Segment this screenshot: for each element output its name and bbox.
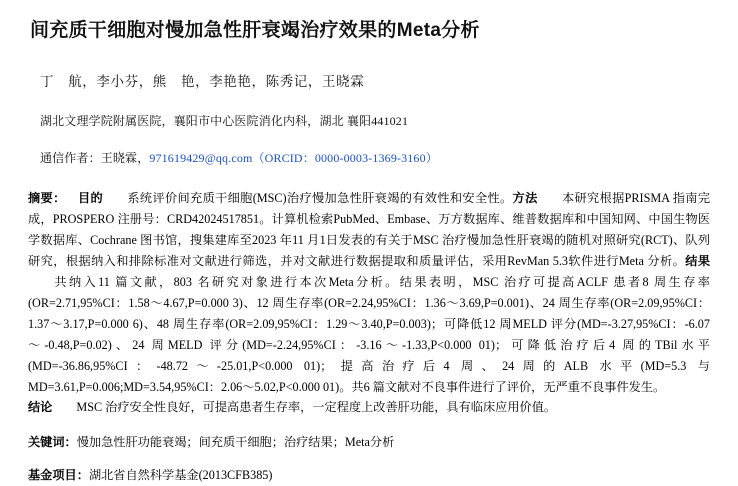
page-title: 间充质干细胞对慢加急性肝衰竭治疗效果的Meta分析 xyxy=(30,20,480,41)
conclusion-paragraph xyxy=(28,397,710,418)
keywords-text: 慢加急性肝功能衰竭；间充质干细胞；治疗结果；Meta分析 xyxy=(76,435,395,450)
results-text: 共纳入11 篇文献，803 名研究对象进行本次Meta分析。结果表明，MSC 治疗可提高ACLF 患者8 周生存率(OR=2.71,95%CI：1.58～4.67,P=0.000 3)、12 周生存率(OR=2.24,95%CI：1.36～3.69,P=0.001)、24 周生存率(OR=2.09,95%CI：1.37～3.17,P=0.000 6)、48 周生存率(OR=2.09,95%CI：1.29～3.40,P=0.003)；可降低12 周MELD 评分(MD=-3.27,95%CI：-6.07～-0.48,P=0.02)、24 周MELD 评分(MD=-2.24,95%CI：-3.16～-1.33,P<0.000 01)；可降低治疗后4 周的TBil水平(MD=-36.86,95%CI：-48.72～-25.01,P<0.000 01)；提高治疗后4 周、24周的ALB 水平(MD=5.3 与MD=3.61,P=0.006;MD=3.54,95%CI：2.06～5.02,P<0.000 01)。共6 篇文献对不良事件进行了评价，无严重不良事件发生。 xyxy=(28,274,710,394)
keywords-line xyxy=(28,432,710,453)
funding-label: 基金项目： xyxy=(28,468,89,483)
affiliation: 湖北文理学院附属医院，襄阳市中心医院消化内科，湖北 襄阳441021 xyxy=(40,113,409,128)
abstract-body xyxy=(28,188,710,398)
funding-line xyxy=(28,465,710,486)
orcid-open-text: （ORCID： xyxy=(252,150,315,165)
funding-text: 湖北省自然科学基金(2013CFB385) xyxy=(88,468,273,483)
methods-label: 方法 xyxy=(512,190,538,205)
corresponding-email-link[interactable]: 971619429@qq.com xyxy=(149,150,253,165)
orcid-close-text: ） xyxy=(425,150,438,165)
author-list: 丁 航，李小芬，熊 艳，李艳艳，陈秀记，王晓霖 xyxy=(40,73,365,89)
orcid-link[interactable]: 0000-0003-1369-3160 xyxy=(314,150,426,165)
methods-text: 本研究根据PRISMA 指南完成，PROSPERO 注册号：CRD42024517851。计算机检索PubMed、Embase、万方数据库、维普数据库和中国知网、中国生物医学数据库、Cochrane 图书馆，搜集建库至2023 年11 月1日发表的有关于MSC 治疗慢加急性肝衰竭的随机对照研究(RCT)、队列研究，根据纳入和排除标准对文献进行筛选，并对文献进行数据提取和质量评估，采用RevMan 5.3软件进行Meta 分析。 xyxy=(28,190,711,268)
conclusion-label: 结论 xyxy=(28,400,53,415)
keywords-label: 关键词： xyxy=(28,435,77,450)
objective-label: 目的 xyxy=(77,190,104,205)
abstract-label: 摘要： xyxy=(28,190,66,205)
corresponding-author xyxy=(40,149,710,166)
conclusion-text: MSC 治疗安全性良好，可提高患者生存率，一定程度上改善肝功能，具有临床应用价值。 xyxy=(76,400,557,415)
objective-text: 系统评价间充质干细胞(MSC)治疗慢加急性肝衰竭的有效性和安全性。 xyxy=(127,190,513,205)
results-label: 结果 xyxy=(685,253,711,268)
corresponding-prefix: 通信作者：王晓霖， xyxy=(40,150,150,165)
